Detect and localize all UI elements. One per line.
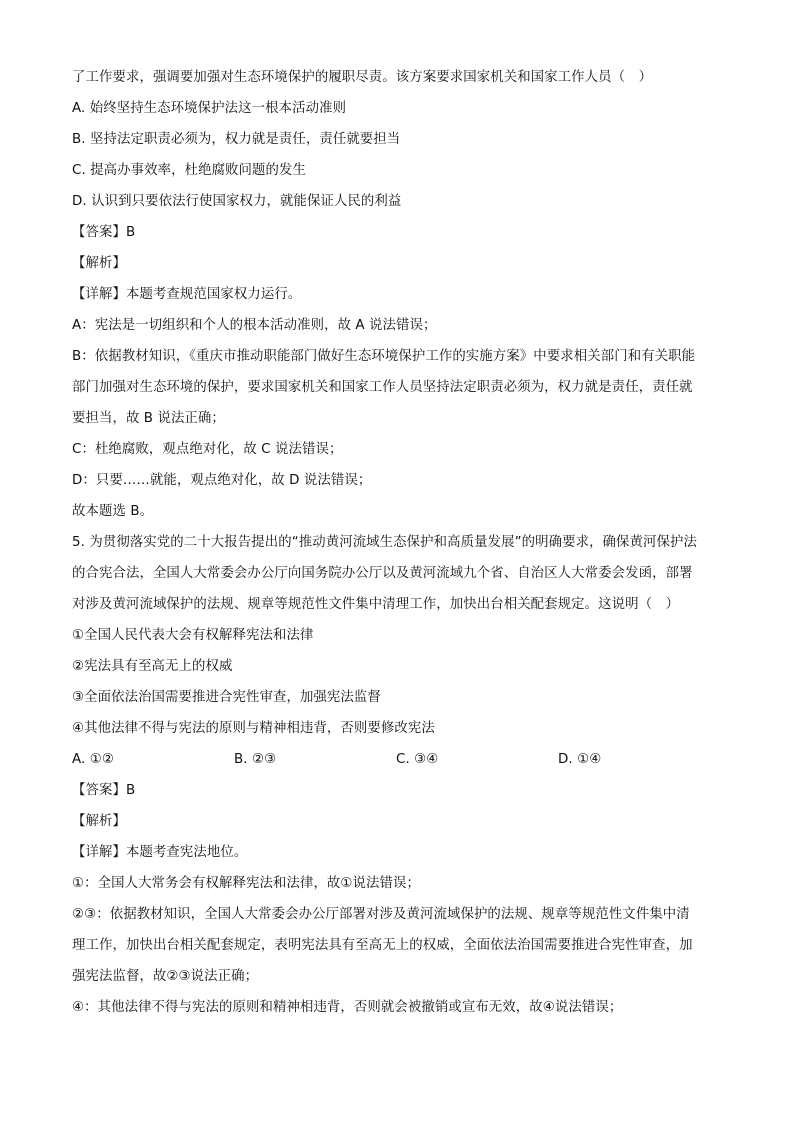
- q5-statement-2: ②宪法具有至高无上的权威: [72, 659, 233, 674]
- q5-statement-4: ④其他法律不得与宪法的原则与精神相违背，否则要修改宪法: [72, 721, 435, 736]
- q4-explanation-a: A：宪法是一切组织和个人的根本活动准则，故 A 说法错误；: [72, 318, 437, 333]
- q5-explanation-1: ①：全国人大常务会有权解释宪法和法律，故①说法错误；: [72, 876, 420, 891]
- q5-stem-line-1: 5. 为贯彻落实党的二十大报告提出的“推动黄河流域生态保护和高质量发展”的明确要求，确保黄河保护法: [72, 535, 697, 550]
- q5-statement-3: ③全面依法治国需要推进合宪性审查，加强宪法监督: [72, 690, 381, 705]
- q4-option-b: B. 坚持法定职责必须为，权力就是责任，责任就要担当: [72, 132, 401, 147]
- q4-analysis-label: 【解析】: [72, 256, 126, 271]
- q5-stem-line-2: 的合宪合法，全国人大常委会办公厅向国务院办公厅以及黄河流域九个省、自治区人大常委会发函，部署: [72, 566, 693, 581]
- q5-option-a: A. ①②: [72, 752, 114, 767]
- q4-option-c: C. 提高办事效率，杜绝腐败问题的发生: [72, 163, 307, 178]
- q4-explanation-b-1: B：依据教材知识，《重庆市推动职能部门做好生态环境保护工作的实施方案》中要求相关部门和有关职能: [72, 349, 696, 364]
- q4-explanation-b-2: 部门加强对生态环境的保护，要求国家机关和国家工作人员坚持法定职责必须为，权力就是责任，责任就: [72, 380, 693, 395]
- q5-option-c: C. ③④: [396, 752, 439, 767]
- q5-statement-1: ①全国人民代表大会有权解释宪法和法律: [72, 628, 314, 643]
- q4-conclusion: 故本题选 B。: [72, 504, 154, 519]
- q5-answer: 【答案】B: [72, 783, 136, 798]
- q4-answer: 【答案】B: [72, 225, 136, 240]
- q5-options-row: [72, 744, 724, 775]
- q5-stem-line-3: 对涉及黄河流域保护的法规、规章等规范性文件集中清理工作，加快出台相关配套规定。这说明（ ）: [72, 597, 680, 612]
- q5-explanation-23-2: 理工作，加快出台相关配套规定，表明宪法具有至高无上的权威，全面依法治国需要推进合宪性审查，加: [72, 938, 693, 953]
- q5-detail: 【详解】本题考查宪法地位。: [72, 845, 248, 860]
- q5-option-d: D. ①④: [558, 752, 602, 767]
- q5-explanation-23-1: ②③：依据教材知识，全国人大常委会办公厅部署对涉及黄河流域保护的法规、规章等规范性文件集中清: [72, 907, 690, 922]
- q5-analysis-label: 【解析】: [72, 814, 126, 829]
- document-content: [72, 62, 724, 1023]
- q4-option-d: D. 认识到只要依法行使国家权力，就能保证人民的利益: [72, 194, 402, 209]
- q4-stem-tail: 了工作要求，强调要加强对生态环境保护的履职尽责。该方案要求国家机关和国家工作人员（ ）: [72, 70, 653, 85]
- q5-explanation-4: ④：其他法律不得与宪法的原则和精神相违背，否则就会被撤销或宣布无效，故④说法错误；: [72, 1000, 623, 1015]
- q4-detail: 【详解】本题考查规范国家权力运行。: [72, 287, 302, 302]
- q4-option-a: A. 始终坚持生态环境保护法这一根本活动准则: [72, 101, 347, 116]
- q5-option-b: B. ②③: [234, 752, 277, 767]
- q5-explanation-23-3: 强宪法监督，故②③说法正确；: [72, 969, 259, 984]
- q4-explanation-c: C：杜绝腐败，观点绝对化，故 C 说法错误；: [72, 442, 343, 457]
- q4-explanation-b-3: 要担当，故 B 说法正确；: [72, 411, 225, 426]
- q4-explanation-d: D：只要……就能，观点绝对化，故 D 说法错误；: [72, 473, 372, 488]
